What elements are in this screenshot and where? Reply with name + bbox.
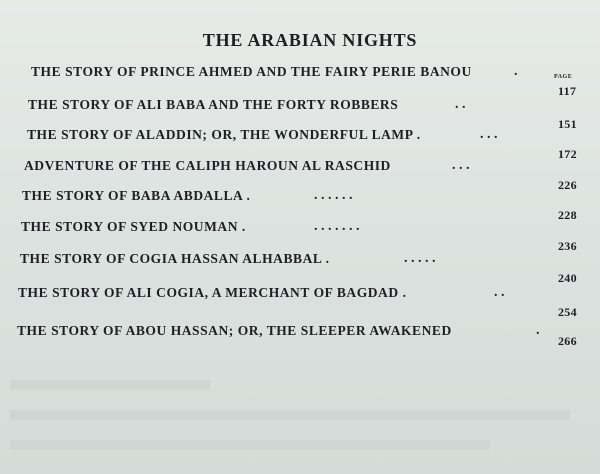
toc-entry-title: ADVENTURE OF THE CALIPH HAROUN AL RASCHID: [24, 158, 391, 173]
page-title: THE ARABIAN NIGHTS: [202, 30, 418, 50]
toc-entry-leader: . . .: [480, 127, 498, 142]
toc-entry-leader: . . . . . .: [314, 188, 353, 203]
show-through-text: [10, 440, 490, 450]
toc-entry-page: 266: [558, 334, 577, 348]
toc-entry-title: THE STORY OF ALI BABA AND THE FORTY ROBBERS: [28, 97, 399, 112]
page-column-heading: PAGE: [554, 74, 573, 80]
toc-entry-title: THE STORY OF ALADDIN; OR, THE WONDERFUL LAMP .: [27, 127, 421, 142]
toc-entry-title: THE STORY OF ABOU HASSAN; OR, THE SLEEPER AWAKENED: [17, 323, 452, 338]
show-through-text: [10, 380, 210, 390]
toc-entry: [0, 251, 600, 285]
toc-entry: [0, 158, 600, 192]
toc-entry-leader: . .: [494, 285, 505, 300]
toc-entry: [0, 323, 600, 348]
toc-entry-page: 226: [558, 178, 577, 192]
toc-entry-title: THE STORY OF COGIA HASSAN ALHABBAL .: [20, 251, 330, 266]
toc-entry-page: 254: [558, 305, 577, 319]
toc-entry-page: 236: [558, 239, 577, 253]
toc-entry-title: THE STORY OF PRINCE AHMED AND THE FAIRY PERIE BANOU: [31, 64, 472, 79]
toc-entry-page: 240: [558, 271, 577, 285]
toc-entry: [0, 97, 600, 131]
toc-entry-page: 151: [558, 117, 577, 131]
toc-entry-leader: .: [536, 323, 540, 338]
toc-entry: [0, 219, 600, 253]
toc-entry-page: 117: [558, 84, 577, 98]
toc-entry-leader: . .: [455, 97, 466, 112]
toc-entry: [0, 188, 600, 222]
toc-entry-leader: .: [514, 64, 518, 79]
toc-entry-title: THE STORY OF BABA ABDALLA .: [22, 188, 251, 203]
toc-entry-title: THE STORY OF ALI COGIA, A MERCHANT OF BAGDAD .: [18, 285, 407, 300]
toc-entry-leader: . . . . .: [404, 251, 436, 266]
toc-entry-title: THE STORY OF SYED NOUMAN .: [21, 219, 246, 234]
toc-entry-leader: . . . . . . .: [314, 219, 360, 234]
show-through-text: [10, 410, 570, 420]
toc-entry: [0, 285, 600, 319]
toc-entry: [0, 127, 600, 161]
toc-entry: [0, 64, 600, 98]
toc-entry-page: 228: [558, 208, 577, 222]
toc-entry-leader: . . .: [452, 158, 470, 173]
toc-entry-page: 172: [558, 147, 577, 161]
